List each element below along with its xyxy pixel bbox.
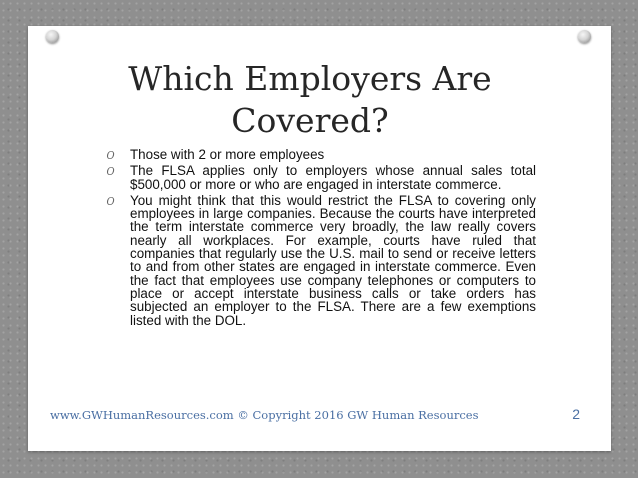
footer-copyright: www.GWHumanResources.com © Copyright 2016 GW Human Resources <box>50 408 479 422</box>
bullet-text: You might think that this would restrict the FLSA to covering only employees in large companies. Because the courts have interpreted the term interstate commerce very broadly, the law really covers nearly all workplaces. For example, courts have ruled that companies that regularly use the U.S. mail to send or receive letters to and from other states are engaged in interstate commerce. Even the fact that employees use company telephones or computers to place or accept interstate business calls or take orders has subjected an employer to the FLSA. There are a few exemptions listed with the DOL. <box>130 192 536 328</box>
slide-number: 2 <box>572 406 580 422</box>
title-line-2: Covered? <box>231 101 389 140</box>
bullet-marker-icon: O <box>106 165 115 179</box>
bullet-marker-icon: O <box>106 149 115 162</box>
pushpin-icon <box>578 30 591 43</box>
title-line-1: Which Employers Are <box>128 59 492 98</box>
bullet-text: Those with 2 or more employees <box>130 147 325 162</box>
bullet-item <box>106 148 536 161</box>
pushpin-icon <box>46 30 59 43</box>
bullet-text: The FLSA applies only to employers whose annual sales total $500,000 or more or who are engaged in interstate commerce. <box>130 163 536 192</box>
slide-title <box>60 58 560 142</box>
bullet-list <box>106 148 536 330</box>
bullet-item <box>106 164 536 191</box>
bullet-item <box>106 194 536 327</box>
bullet-marker-icon: O <box>106 194 115 208</box>
slide-footer <box>50 408 590 426</box>
